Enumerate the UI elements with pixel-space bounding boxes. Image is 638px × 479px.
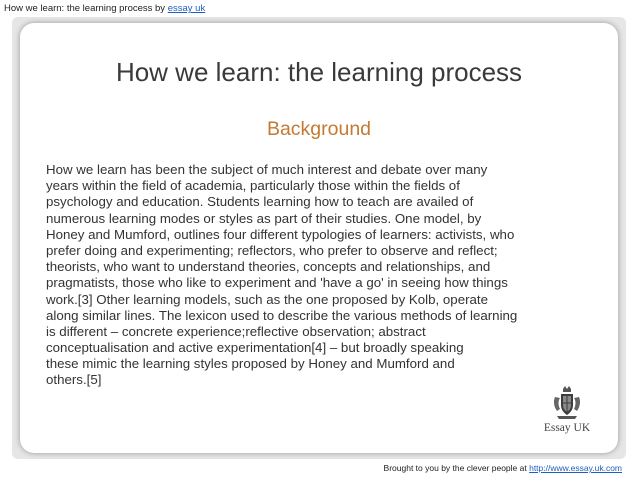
document-title-text: How we learn: the learning process by xyxy=(4,3,168,14)
footer xyxy=(384,463,622,474)
footer-text: Brought to you by the clever people at xyxy=(383,463,530,473)
body-line: is different – concrete experience;reflective observation; abstract xyxy=(46,323,426,339)
essay-uk-logo xyxy=(538,385,596,441)
body-line: along similar lines. The lexicon used to describe the various methods of learning xyxy=(46,307,518,323)
body-line: prefer doing and experimenting; reflectors, who prefer to observe and reflect; xyxy=(46,242,498,258)
slide-body xyxy=(46,162,586,389)
body-line: work.[3] Other learning models, such as the one proposed by Kolb, operate xyxy=(46,291,489,307)
body-line: others.[5] xyxy=(46,372,102,388)
body-line: conceptualisation and active experimentation[4] – but broadly speaking xyxy=(46,340,464,356)
body-line: psychology and education. Students learning how to teach are availed of xyxy=(46,194,474,210)
body-line: pragmatists, those who like to experiment and 'have a go' in seeing how things xyxy=(46,275,508,291)
body-line: numerous learning modes or styles as part of their studies. One model, by xyxy=(46,210,482,226)
body-line: How we learn has been the subject of much interest and debate over many xyxy=(46,162,488,177)
body-line: Honey and Mumford, outlines four different typologies of learners: activists, who xyxy=(46,226,515,242)
logo-text: Essay UK xyxy=(543,422,591,434)
body-line: years within the field of academia, particularly those within the fields of xyxy=(46,178,460,194)
slide-subtitle: Background xyxy=(266,118,372,140)
essay-uk-link[interactable]: essay uk xyxy=(167,3,206,14)
essay-uk-url-link[interactable]: http://www.essay.uk.com xyxy=(529,463,622,473)
slide xyxy=(20,23,618,453)
body-line: these mimic the learning styles proposed by Honey and Mumford and xyxy=(46,356,455,372)
slide-title: How we learn: the learning process xyxy=(115,57,523,87)
crest-icon xyxy=(552,385,582,421)
document-title xyxy=(4,3,205,15)
body-line: theorists, who want to understand theories, concepts and relationships, and xyxy=(46,259,491,275)
